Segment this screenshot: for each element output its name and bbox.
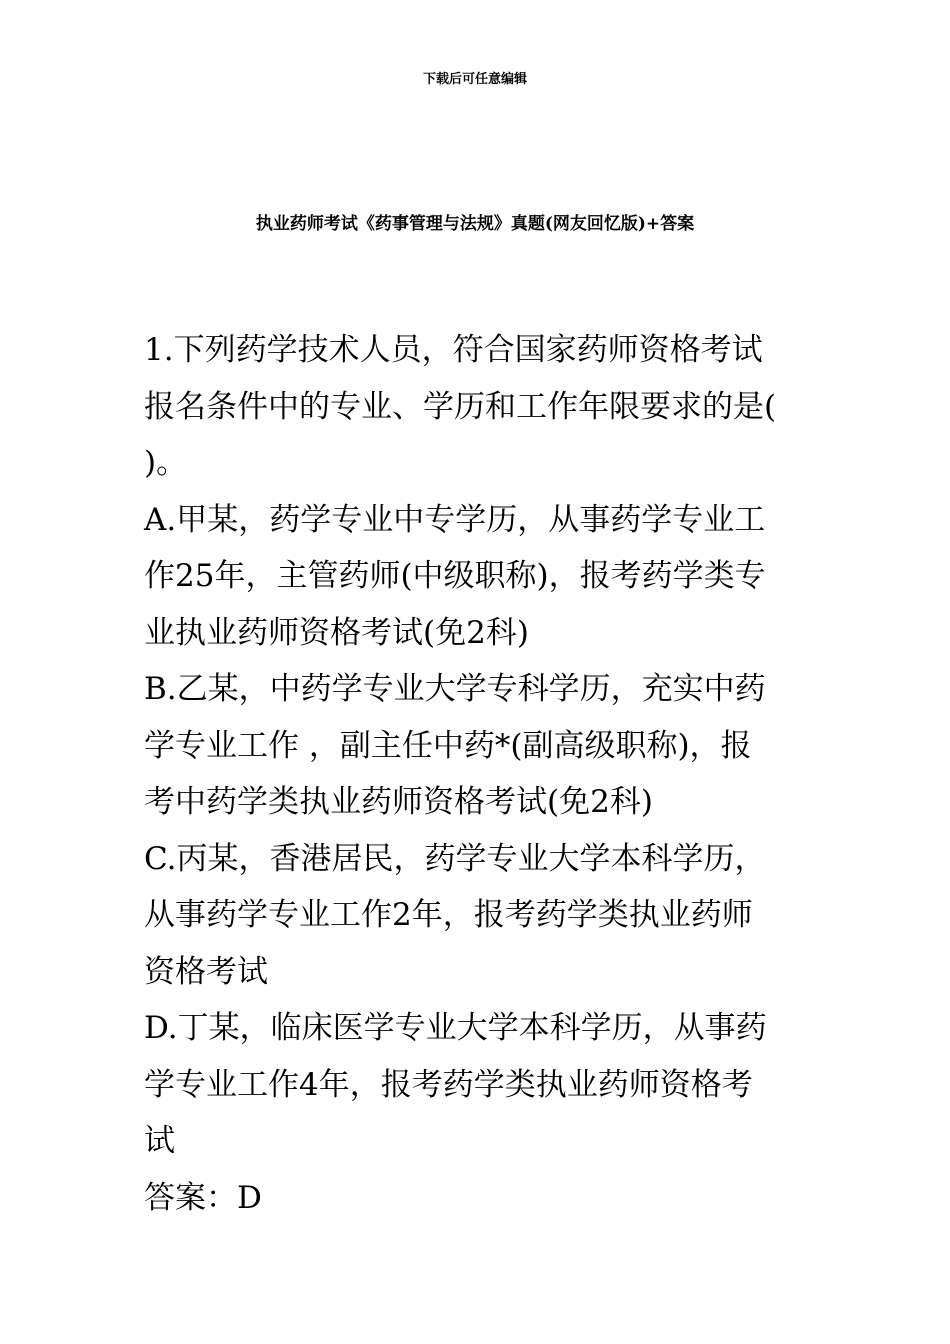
option-line: 学专业工作4年，报考药学类执业药师资格考 xyxy=(144,1066,753,1103)
question-stem xyxy=(144,322,814,492)
question-block xyxy=(144,322,814,1226)
option-line: 学专业工作 ，副主任中药*(副高级职称)，报 xyxy=(144,727,752,764)
document-title: 执业药师考试《药事管理与法规》真题(网友回忆版)+答案 xyxy=(255,214,695,234)
stem-line: )。 xyxy=(144,445,188,481)
option-line: B.乙某，中药学专业大学专科学历，充实中药 xyxy=(144,671,766,707)
option-line: 考中药学类执业药师资格考试(免2科) xyxy=(144,784,653,820)
option-line: 资格考试 xyxy=(144,953,268,990)
stem-line: 1.下列药学技术人员，符合国家药师资格考试 xyxy=(144,332,763,368)
option-line: 作25年，主管药师(中级职称)，报考药学类专 xyxy=(144,558,766,594)
option-d xyxy=(144,1000,814,1170)
option-line: C.丙某，香港居民，药学专业大学本科学历， xyxy=(144,840,766,877)
header-note: 下载后可任意编辑 xyxy=(422,72,527,87)
option-line: 业执业药师资格考试(免2科) xyxy=(144,614,529,651)
answer-line: 答案：D xyxy=(144,1179,262,1216)
option-line: 试 xyxy=(144,1123,175,1159)
option-c xyxy=(144,831,814,1001)
stem-line: 报名条件中的专业、学历和工作年限要求的是( xyxy=(144,388,777,425)
option-line: D.丁某，临床医学专业大学本科学历，从事药 xyxy=(144,1010,767,1046)
option-a xyxy=(144,492,814,662)
option-b xyxy=(144,661,814,831)
option-line: 从事药学专业工作2年，报考药学类执业药师 xyxy=(144,897,753,933)
option-line: A.甲某，药学专业中专学历，从事药学专业工 xyxy=(144,501,766,538)
